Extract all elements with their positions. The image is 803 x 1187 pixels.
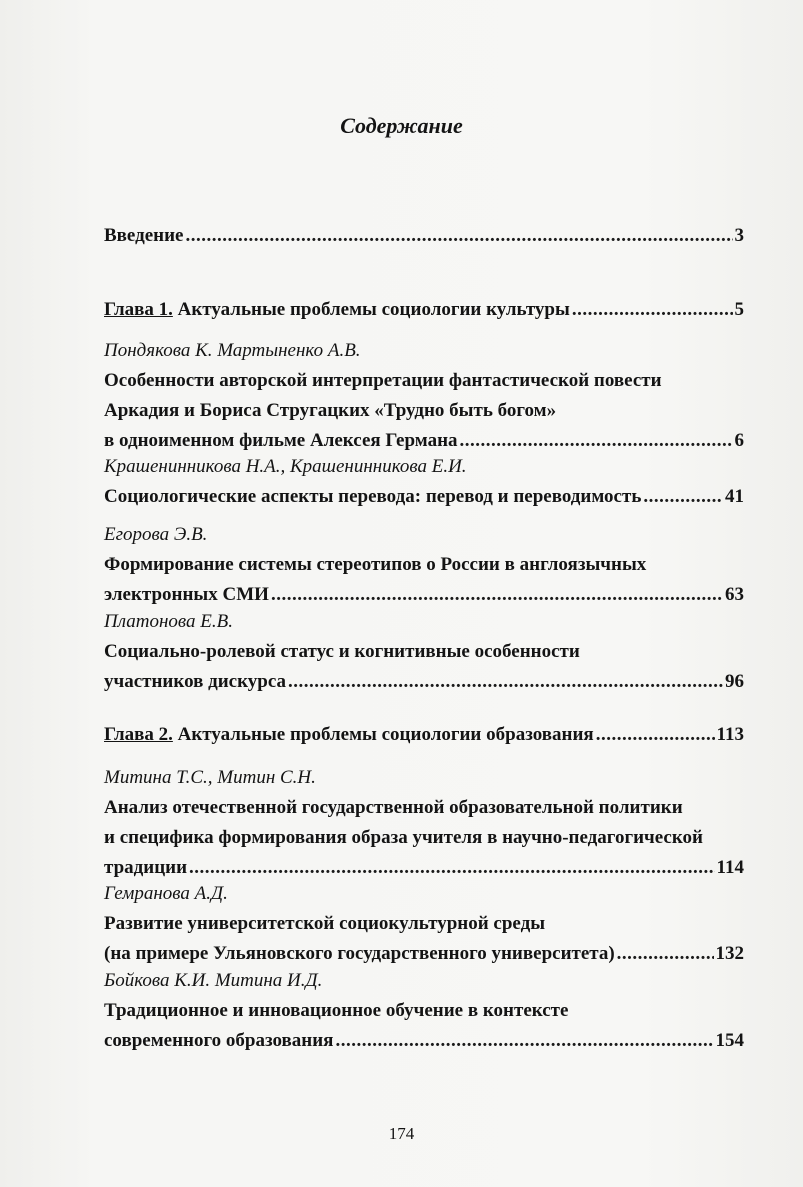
toc-line [104,295,744,325]
toc-article[interactable] [104,452,744,512]
article-authors: Бойкова К.И. Митина И.Д. [104,970,323,991]
toc-line [104,939,744,969]
leader-dots [617,939,714,969]
article-title-last: (на примере Ульяновского государственного университета) [104,943,615,964]
toc-page-number: 5 [734,299,744,320]
toc-intro[interactable] [104,221,744,251]
toc-article[interactable] [104,763,744,883]
article-authors: Гемранова А.Д. [104,883,228,904]
toc-page-number: 113 [716,724,744,745]
leader-dots [335,1026,713,1056]
toc-page-number: 96 [725,671,744,692]
leader-dots [643,482,723,512]
article-title-last: современного образования [104,1030,334,1051]
toc-article[interactable] [104,966,744,1056]
toc-line [104,720,744,750]
toc-line [104,580,744,610]
article-title-last: электронных СМИ [104,584,269,605]
article-authors: Егорова Э.В. [104,524,208,545]
article-authors: Пондякова К. Мартыненко А.В. [104,340,361,361]
article-title-line: Аркадия и Бориса Стругацких «Трудно быть богом» [104,400,557,421]
toc-line [104,221,744,251]
article-title-line: Социально-ролевой статус и когнитивные особенности [104,641,580,662]
toc-chapter-1[interactable] [104,295,744,325]
article-authors: Платонова Е.В. [104,611,233,632]
article-title-line: Традиционное и инновационное обучение в контексте [104,1000,569,1021]
toc-page-number: 41 [725,486,744,507]
toc-article[interactable] [104,520,744,610]
toc-article[interactable] [104,879,744,969]
page-title: Содержание [340,113,463,138]
article-authors: Крашенинникова Н.А., Крашенинникова Е.И. [104,456,467,477]
toc-page-number: 3 [734,225,744,246]
toc-page-number: 63 [725,584,744,605]
leader-dots [271,580,723,610]
article-title-last: Социологические аспекты перевода: перевод и переводимость [104,486,642,507]
chapter-number: Глава 1. [104,299,173,320]
toc-line [104,1026,744,1056]
toc-page-number: 6 [734,430,744,451]
article-title-line: Формирование системы стереотипов о России в англоязычных [104,554,647,575]
leader-dots [572,295,733,325]
article-title-line: Анализ отечественной государственной образовательной политики [104,797,683,818]
toc-intro-label: Введение [104,225,184,246]
article-title-last: в одноименном фильме Алексея Германа [104,430,458,451]
article-title-last: участников дискурса [104,671,287,692]
page-number: 174 [388,1124,415,1143]
article-title-last: традиции [104,857,188,878]
article-title-line: Особенности авторской интерпретации фантастической повести [104,370,662,391]
leader-dots [288,667,723,697]
toc-line [104,482,744,512]
article-authors: Митина Т.С., Митин С.Н. [104,767,316,788]
chapter-number: Глава 2. [104,724,173,745]
toc-chapter-2[interactable] [104,720,744,750]
article-title-line: и специфика формирования образа учителя в научно-педагогической [104,827,703,848]
toc-page-number: 132 [715,943,744,964]
chapter-title: Актуальные проблемы социологии культуры [177,299,570,320]
toc-line [104,667,744,697]
leader-dots [596,720,715,750]
toc-article[interactable] [104,607,744,697]
chapter-title: Актуальные проблемы социологии образования [177,724,594,745]
toc-page-number: 154 [715,1030,744,1051]
article-title-line: Развитие университетской социокультурной среды [104,913,546,934]
leader-dots [186,221,733,251]
toc-article[interactable] [104,336,744,456]
toc-page-number: 114 [716,857,744,878]
